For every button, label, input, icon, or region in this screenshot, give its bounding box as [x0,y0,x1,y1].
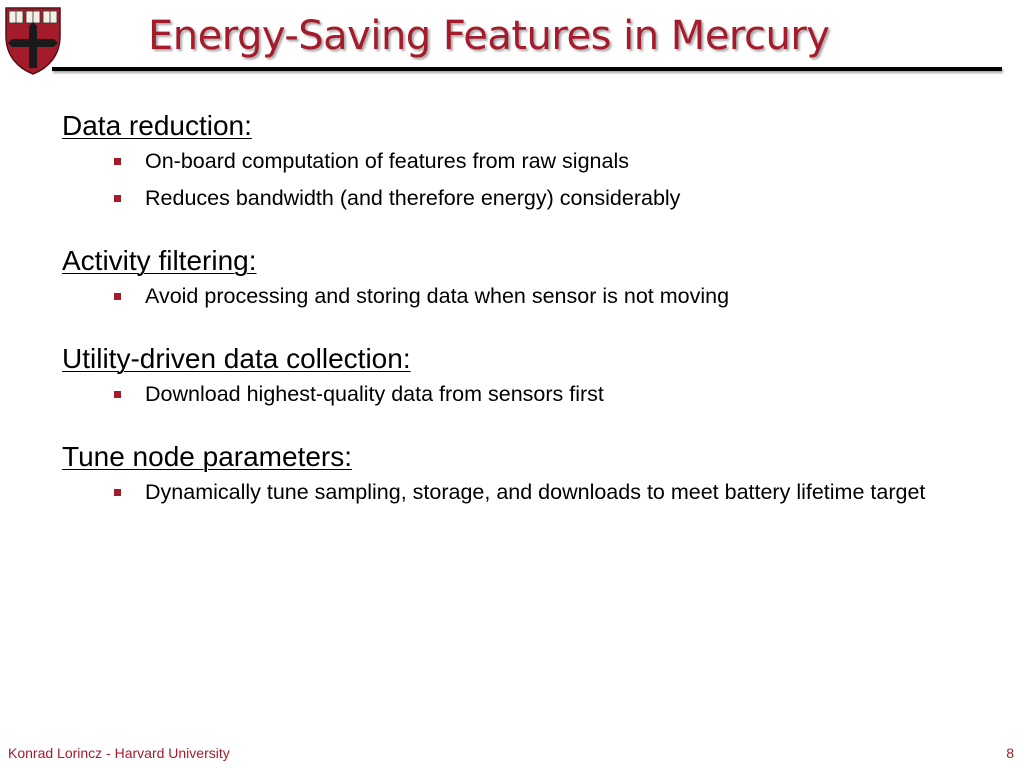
square-bullet-icon [114,391,121,398]
bullet-list [62,379,962,409]
section-tune-node-parameters [62,439,962,507]
section-heading: Tune node parameters: [62,441,353,472]
square-bullet-icon [114,489,121,496]
bullet-item [62,281,962,311]
bullet-item [62,183,962,213]
bullet-text: Dynamically tune sampling, storage, and downloads to meet battery lifetime target [145,480,926,504]
section-heading: Activity filtering: [62,245,257,276]
slide-body [62,108,962,537]
bullet-text: Avoid processing and storing data when sensor is not moving [145,284,730,308]
page-number: 8 [1006,745,1014,761]
bullet-list [62,146,962,213]
harvard-shield-icon [4,6,62,76]
bullet-list [62,281,962,311]
square-bullet-icon [114,293,121,300]
square-bullet-icon [114,195,121,202]
footer-author: Konrad Lorincz - Harvard University [8,745,230,761]
section-heading: Data reduction: [62,110,252,141]
section-data-reduction [62,108,962,213]
bullet-text: Reduces bandwidth (and therefore energy) considerably [145,186,681,210]
title-divider [52,67,1002,71]
bullet-text: Download highest-quality data from sensors first [145,382,604,406]
section-activity-filtering [62,243,962,311]
bullet-item [62,379,962,409]
bullet-item [62,146,962,176]
bullet-item [62,477,962,507]
section-utility-driven-collection [62,341,962,409]
bullet-list [62,477,962,507]
square-bullet-icon [114,158,121,165]
slide-title: Energy-Saving Features in Mercury [148,13,830,59]
section-heading: Utility-driven data collection: [62,343,411,374]
bullet-text: On-board computation of features from raw signals [145,149,629,173]
harvard-shield-graphic [4,6,62,76]
